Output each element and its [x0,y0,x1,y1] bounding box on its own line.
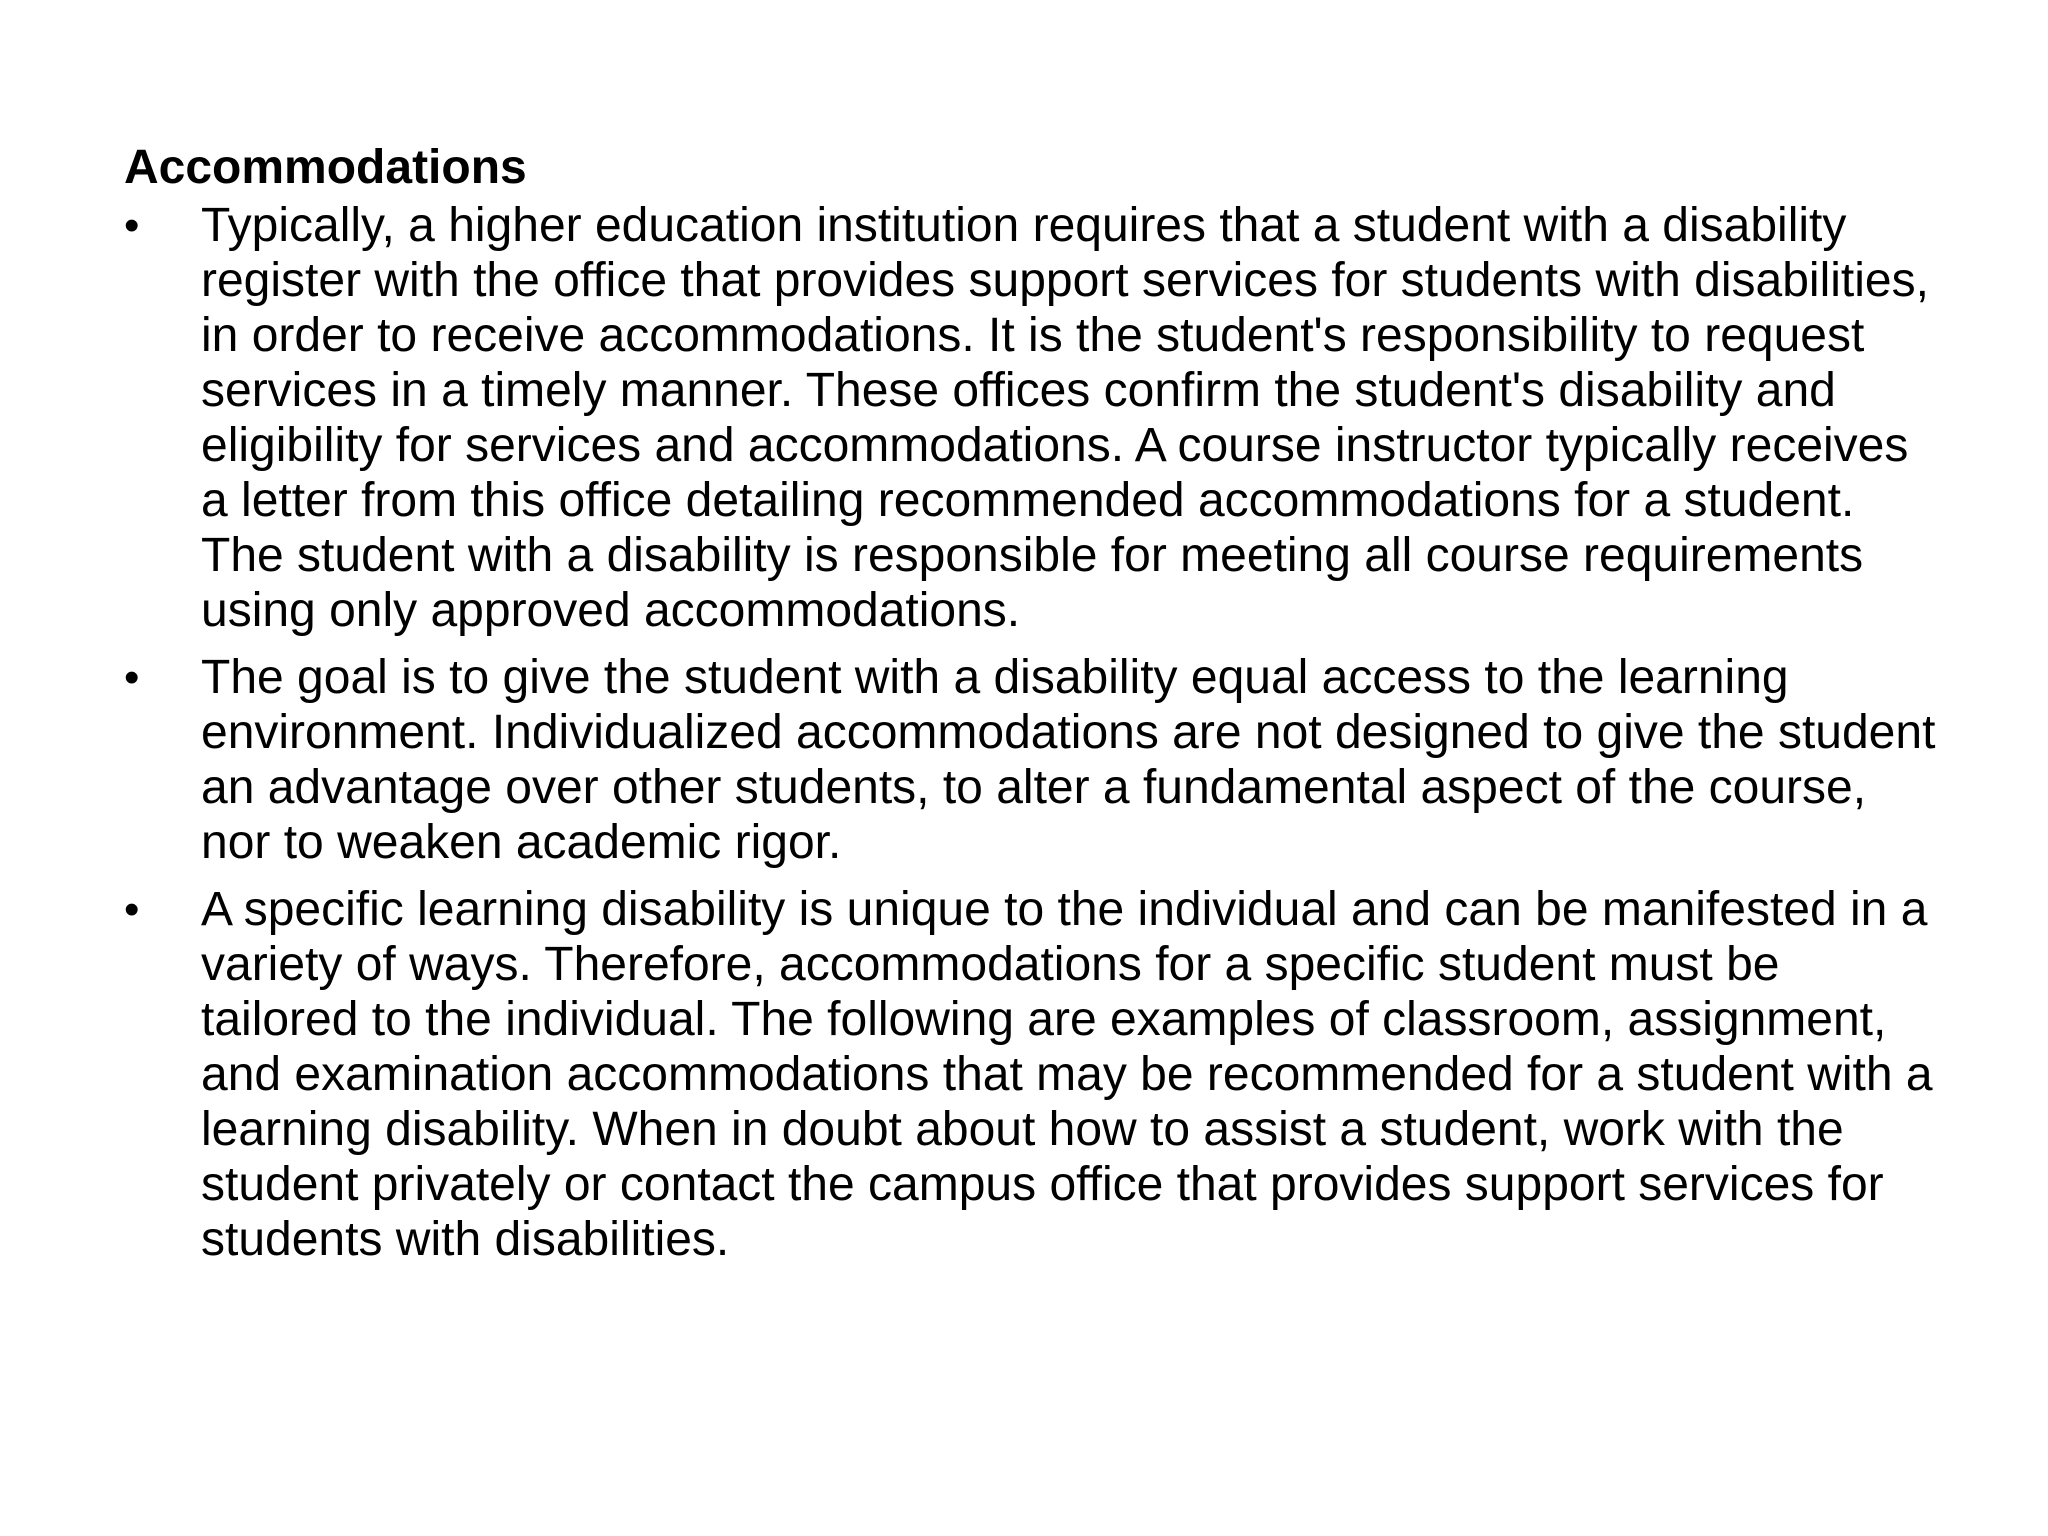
bullet-item [124,198,1944,638]
slide-heading: Accommodations [124,141,527,194]
bullet-text: A specific learning disability is unique to the individual and can be manifested in a variety of ways. Therefore, accommodations for a specific student must be tailored to the individual. The following are examples of classroom, assignment, and examination accommodations that may be recommended for a student with a learning disability. When in doubt about how to assist a student, work with the student privately or contact the campus office that provides support services for students with disabilities. [201,883,1933,1266]
bullet-list [124,198,1944,1267]
bullet-icon: • [124,201,140,250]
slide-content [124,140,1944,1279]
bullet-item [124,882,1944,1267]
bullet-item [124,650,1944,870]
bullet-icon: • [124,885,140,934]
bullet-icon: • [124,653,140,702]
bullet-text: The goal is to give the student with a disability equal access to the learning environment. Individualized accommodations are not designed to give the student an advantage over other students, to alter a fundamental aspect of the course, nor to weaken academic rigor. [201,651,1936,869]
bullet-text: Typically, a higher education institution requires that a student with a disability register with the office that provides support services for students with disabilities, in order to receive accommodations. It is the student's responsibility to request services in a timely manner. These offices confirm the student's disability and eligibility for services and accommodations. A course instructor typically receives a letter from this office detailing recommended accommodations for a student. The student with a disability is responsible for meeting all course requirements using only approved accommodations. [201,199,1929,637]
